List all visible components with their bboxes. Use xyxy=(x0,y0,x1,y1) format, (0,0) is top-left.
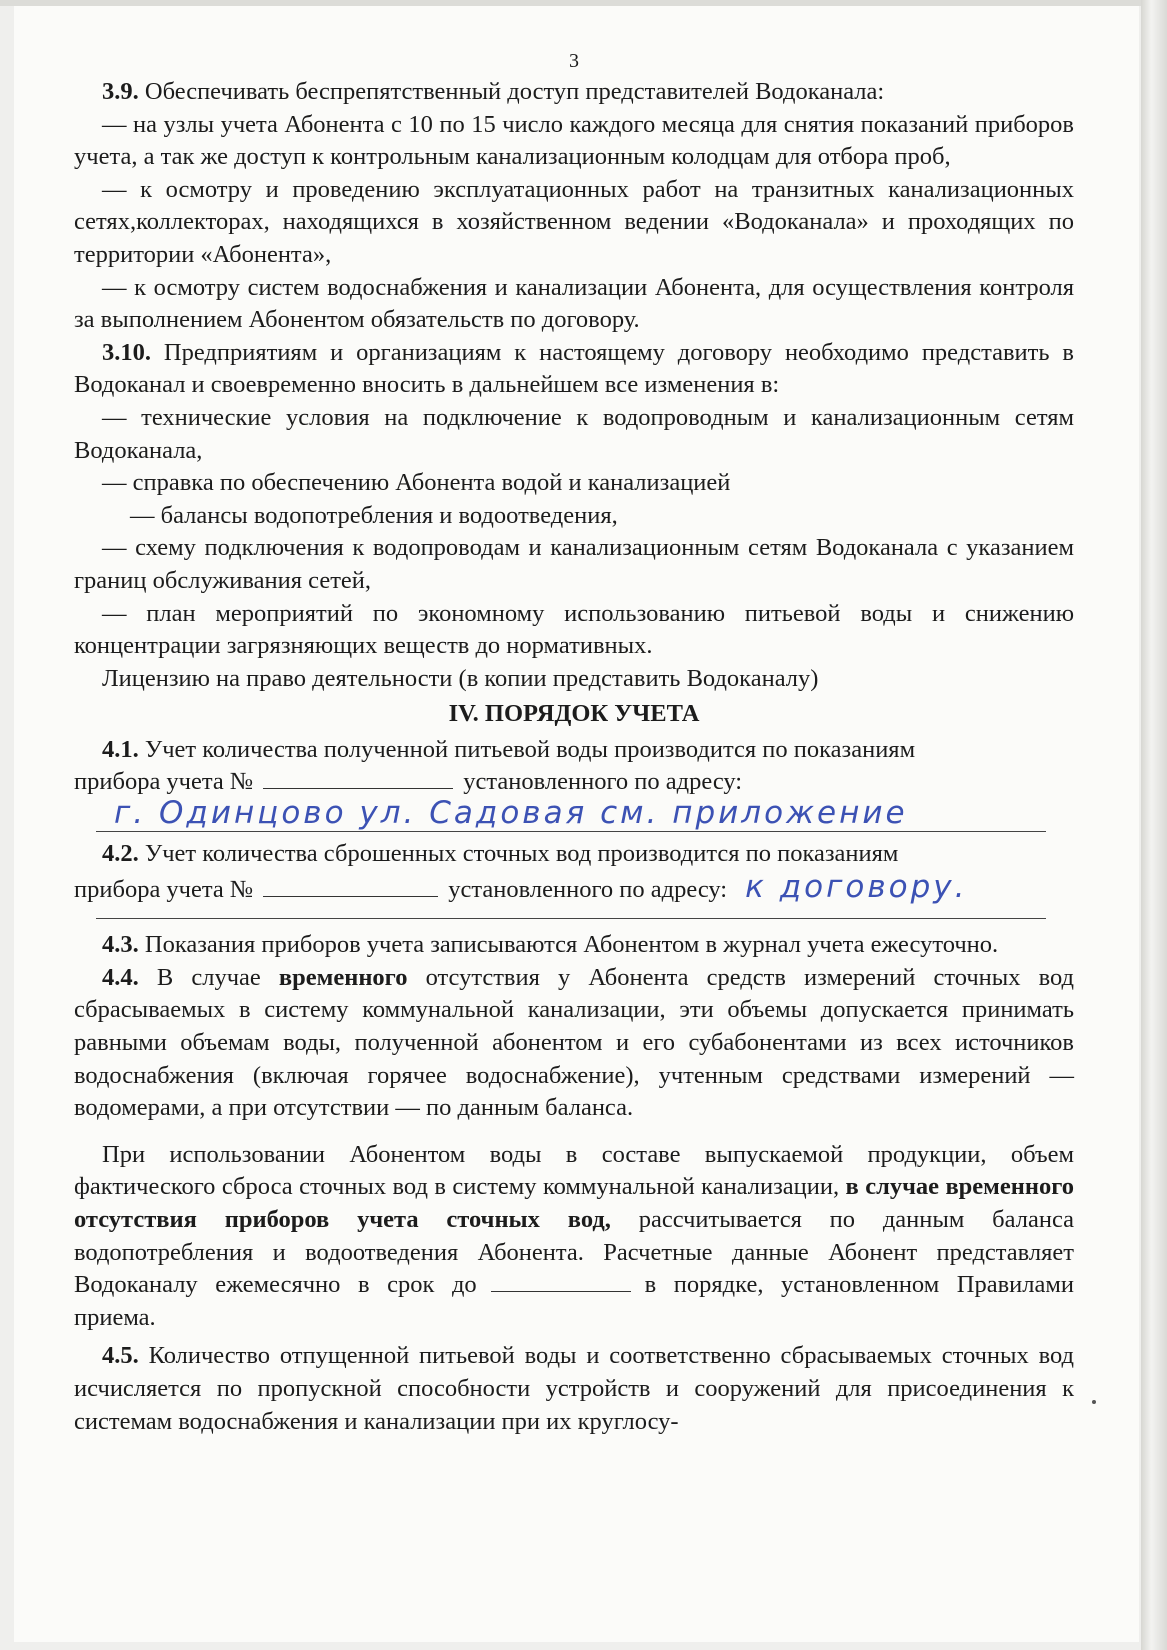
address-label: установленного по адресу: xyxy=(448,875,728,903)
section-heading: IV. ПОРЯДОК УЧЕТА xyxy=(448,700,700,728)
document-page xyxy=(14,6,1139,1642)
paragraph-text: При использовании Абонентом воды в составе выпускаемой продукции, объем фактического сброса сточных вод в систему коммунальной канализации, xyxy=(74,1140,1074,1201)
meter-number-blank[interactable] xyxy=(263,766,453,789)
clause-number: 4.4. xyxy=(102,963,139,991)
paragraph-emphasis: в случае временного отсутствия приборов учета сточных вод, xyxy=(74,1173,1074,1233)
handwritten-address: к договору. xyxy=(745,868,968,905)
clause-4-5 xyxy=(74,1340,1074,1438)
clause-text: Количество отпущенной питьевой воды и соответственно сбрасываемых сточных вод исчисляется по пропускной способности устройств и сооружений для присоединения к системам водоснабжения и канализации при их круглосу- xyxy=(74,1342,1074,1435)
scan-right-edge xyxy=(1141,0,1167,1650)
clause-4-1 xyxy=(74,734,1074,767)
handwritten-address: г. Одинцово ул. Садовая см. приложение xyxy=(114,795,908,832)
clause-3-10-license: Лицензию на право деятельности (в копии представить Водоканалу) xyxy=(102,664,819,692)
clause-text: Обеспечивать беспрепятственный доступ представителей Водоканала: xyxy=(138,78,885,105)
clause-3-10-item: — план мероприятий по экономному использованию питьевой воды и снижению концентрации загрязняющих веществ до нормативных. xyxy=(74,599,1074,660)
meter-address-row xyxy=(74,868,1074,907)
paragraph-text: рассчитывается по данным баланса водопотребления и водоотведения Абонента. Расчетные данные Абонент представляет Водоканалу ежемесячно в срок до xyxy=(74,1206,1074,1299)
clause-text: Предприятиям и организациям к настоящему договору необходимо представить в Водоканал и своевременно вносить в дальнейшем все изменения в: xyxy=(74,338,1074,399)
clause-4-3 xyxy=(74,929,1074,962)
clause-3-10-item: — балансы водопотребления и водоотведения, xyxy=(130,501,618,529)
clause-number: 4.1. xyxy=(102,735,139,763)
clause-3-9 xyxy=(74,76,1074,109)
clause-3-10-item: — справка по обеспечению Абонента водой и канализацией xyxy=(102,469,731,497)
clause-text: Учет количества полученной питьевой воды производится по показаниям xyxy=(138,735,916,763)
address-blank-line[interactable] xyxy=(96,831,1046,832)
spacer xyxy=(74,1125,1074,1139)
meter-label: прибора учета № xyxy=(74,768,254,796)
clause-text: Учет количества сброшенных сточных вод производится по показаниям xyxy=(138,840,899,868)
clause-number: 4.2. xyxy=(102,840,139,868)
paragraph-text: в порядке, установленном Правилами приема. xyxy=(74,1271,1074,1331)
scan-speck xyxy=(1092,1400,1096,1404)
clause-emphasis: временного xyxy=(278,963,408,991)
clause-number: 3.10. xyxy=(102,338,151,366)
address-blank-line[interactable] xyxy=(96,918,1046,919)
document-body xyxy=(74,48,1074,1438)
page-number: 3 xyxy=(569,50,579,72)
deadline-blank[interactable] xyxy=(491,1273,631,1292)
address-label: установленного по адресу: xyxy=(463,768,743,796)
clause-3-10-item: — схему подключения к водопроводам и канализационным сетям Водоканала с указанием границ обслуживания сетей, xyxy=(74,534,1074,594)
clause-text: В случае xyxy=(138,963,279,991)
clause-4-2 xyxy=(74,838,1074,871)
clause-3-9-item: — к осмотру и проведению эксплуатационных работ на транзитных канализационных сетях,коллекторах, находящихся в хозяйственном ведении «Водоканала» и проходящих по территории «Абонента», xyxy=(74,175,1074,268)
meter-label: прибора учета № xyxy=(74,875,254,903)
clause-3-10 xyxy=(74,337,1074,402)
clause-text: отсутствия у Абонента средств измерений сточных вод сбрасываемых в систему коммунальной канализации, эти объемы допускается принимать равными объемам воды, полученной абонентом и его субабонентами из всех источников водоснабжения (включая горячее водоснабжение), учтенным средствами измерений — водомерами, а при отсутствии — по данным баланса. xyxy=(74,963,1074,1122)
clause-number: 3.9. xyxy=(102,78,139,105)
clause-4-4 xyxy=(74,962,1074,1125)
clause-3-9-item: — на узлы учета Абонента с 10 по 15 число каждого месяца для снятия показаний приборов учета, а так же доступ к контрольным канализационным колодцам для отбора проб, xyxy=(74,110,1074,171)
clause-number: 4.3. xyxy=(102,931,139,959)
meter-number-blank[interactable] xyxy=(263,874,438,897)
clause-number: 4.5. xyxy=(102,1342,139,1370)
paragraph-product-usage xyxy=(74,1139,1074,1335)
clause-3-9-item: — к осмотру систем водоснабжения и канализации Абонента, для осуществления контроля за выполнением Абонентом обязательств по договору. xyxy=(74,273,1074,334)
clause-text: Показания приборов учета записываются Абонентом в журнал учета ежесуточно. xyxy=(138,931,999,959)
clause-3-10-item: — технические условия на подключение к водопроводным и канализационным сетям Водоканала, xyxy=(74,403,1074,464)
